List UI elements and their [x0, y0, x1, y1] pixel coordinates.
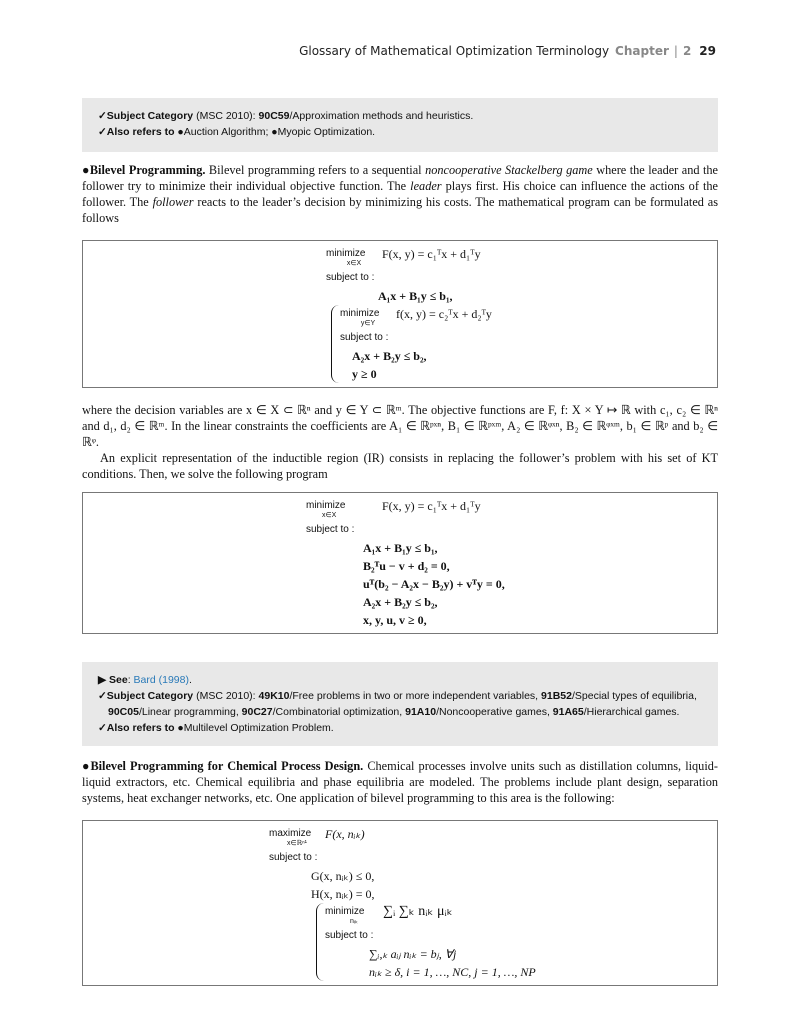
entry-title: ●Bilevel Programming for Chemical Process Design.: [82, 759, 364, 773]
eq-operator-group: [325, 903, 383, 926]
msc-desc: /Noncooperative games,: [436, 706, 553, 718]
also-refs: ●Auction Algorithm; ●Myopic Optimization.: [174, 126, 376, 138]
eq-objective: f(x, y) = c₂ᵀx + d₂ᵀy: [396, 307, 492, 321]
text: An explicit representation of the inductible region (IR) consists in replacing the follower’s problem with his set of KT conditions. Then, we solve the following program: [82, 451, 718, 481]
also-label: ✓Also refers to: [98, 722, 175, 734]
text: leader: [410, 179, 442, 193]
eq-subscript: nᵢₖ: [350, 918, 358, 925]
eq-objective: F(x, nᵢₖ): [325, 827, 365, 841]
msc-code: 90C27: [241, 706, 273, 718]
also-line: [98, 124, 702, 140]
metadata-box-2: [82, 662, 718, 746]
running-header: [299, 44, 716, 58]
eq-constraint: A₂x + B₂y ≤ b₂,: [352, 349, 427, 363]
text: Bilevel programming refers to a sequential: [205, 163, 426, 177]
eq-constraint: A₁x + B₁y ≤ b₁,: [363, 541, 438, 555]
eq-operator-group: [306, 497, 382, 520]
eq-label: subject to :: [269, 852, 318, 863]
eq-constraint: x, y, u, v ≥ 0,: [363, 613, 427, 627]
book-title: Glossary of Mathematical Optimization Terminology: [299, 44, 610, 58]
msc-code: 91A10: [405, 706, 437, 718]
msc-label: (MSC 2010):: [193, 110, 259, 122]
eq-subscript: y∈Y: [360, 320, 376, 327]
eq-constraint: uᵀ(b₂ − A₂x − B₂y) + vᵀy = 0,: [363, 577, 505, 591]
eq-operator-group: [326, 245, 382, 268]
chapter-number: 2: [682, 44, 692, 58]
text: .: [188, 674, 192, 686]
subject-label: ✓Subject Category: [98, 110, 194, 122]
equation-box-1: [82, 240, 718, 388]
eq-objective: F(x, y) = c₁ᵀx + d₁ᵀy: [382, 247, 481, 261]
eq-operator-group: [340, 305, 396, 328]
subject-line: [98, 688, 702, 704]
entry-bilevel-programming: [82, 162, 718, 226]
text: where the leader and the follower try to minimize their individual objective function. The: [82, 163, 718, 193]
eq-operator: maximize: [269, 828, 312, 839]
subject-line-continued: [98, 704, 702, 720]
eq-label: subject to :: [326, 272, 375, 283]
text: follower: [152, 195, 194, 209]
eq-objective: F(x, y) = c₁ᵀx + d₁ᵀy: [382, 499, 481, 513]
eq-row: [83, 497, 717, 521]
brace-icon: [316, 903, 717, 981]
eq-subscript: x∈ℝⁿ¹: [286, 840, 308, 847]
msc-desc: /Combinatorial optimization,: [272, 706, 406, 718]
eq-operator: minimize: [306, 500, 346, 511]
paragraph-definitions: [82, 402, 718, 482]
msc-code: 90C59: [258, 110, 290, 122]
entry-title: ●Bilevel Programming.: [82, 163, 206, 177]
text: reacts to the leader’s decision by minimizing his costs. The mathematical program can be formulated as follows: [82, 195, 718, 225]
eq-operator: minimize: [326, 248, 366, 259]
msc-desc: /Special types of equilibria,: [571, 690, 697, 702]
eq-constraint: A₂x + B₂y ≤ b₂,: [363, 595, 438, 609]
subject-label: ✓Subject Category: [98, 690, 194, 702]
also-refs: ●Multilevel Optimization Problem.: [174, 722, 334, 734]
reference-link[interactable]: Bard (1998): [133, 674, 189, 686]
eq-constraint: G(x, nᵢₖ) ≤ 0,: [311, 869, 375, 883]
msc-code: 90C05: [108, 706, 139, 718]
eq-constraint: nᵢₖ ≥ δ, i = 1, …, NC, j = 1, …, NP: [369, 965, 536, 979]
eq-subscript: x∈X: [322, 512, 337, 519]
eq-row: [340, 305, 717, 329]
eq-row: [325, 903, 717, 927]
subject-line: [98, 108, 702, 124]
entry-chemical-process-design: [82, 758, 718, 806]
eq-constraint: A₁x + B₁y ≤ b₁,: [378, 289, 453, 303]
brace-icon: [331, 305, 717, 383]
eq-objective: ∑ᵢ ∑ₖ nᵢₖ μᵢₖ: [383, 904, 453, 919]
msc-desc: /Free problems in two or more independent variables,: [289, 690, 542, 702]
msc-code: 91A65: [552, 706, 584, 718]
eq-label: subject to :: [325, 930, 374, 941]
eq-operator: minimize: [340, 308, 380, 319]
msc-desc: /Linear programming,: [138, 706, 242, 718]
eq-row: [83, 245, 717, 269]
eq-label: subject to :: [340, 332, 389, 343]
see-label: ▶ See: [98, 674, 128, 686]
chapter-label: Chapter: [615, 44, 669, 58]
equation-box-3: [82, 820, 718, 986]
separator: |: [673, 44, 678, 58]
eq-label: subject to :: [306, 524, 355, 535]
page-number: 29: [699, 44, 716, 58]
text: Chemical processes involve units such as distillation columns, liquid-liquid extractors, etc. Chemical equilibria and phase equilibria are modeled. The problems include plant design, separation systems, heat exchanger networks, etc. One application of bilevel programming to this area is the following:: [82, 759, 718, 805]
eq-operator: minimize: [325, 906, 365, 917]
msc-label: (MSC 2010):: [193, 690, 259, 702]
page-content: [82, 98, 718, 986]
also-line: [98, 720, 702, 736]
text: plays first. His choice can influence the actions of the follower. The: [82, 179, 718, 209]
equation-box-2: [82, 492, 718, 634]
eq-constraint: y ≥ 0: [352, 367, 377, 381]
also-label: ✓Also refers to: [98, 126, 175, 138]
text: where the decision variables are x ∈ X ⊂ ℝⁿ and y ∈ Y ⊂ ℝᵐ. The objective functions are F, f: X × Y ↦ ℝ with c₁, c₂ ∈ ℝⁿ and d₁, d₂ ∈ ℝᵐ. In the linear constraints the coefficients are A₁ ∈ ℝᵖˣⁿ, B₁ ∈ ℝᵖˣᵐ, A₂ ∈ ℝᵠˣⁿ, B₂ ∈ ℝᵠˣᵐ, b₁ ∈ ℝᵖ and b₂ ∈ ℝᵠ.: [82, 403, 718, 449]
msc-code: 49K10: [258, 690, 290, 702]
eq-constraint: B₂ᵀu − v + d₂ = 0,: [363, 559, 450, 573]
text: :: [127, 674, 134, 686]
eq-subscript: x∈X: [346, 260, 362, 267]
text: noncooperative Stackelberg game: [425, 163, 593, 177]
eq-constraint: H(x, nᵢₖ) = 0,: [311, 887, 375, 901]
eq-row: [83, 825, 717, 849]
msc-desc: /Hierarchical games.: [583, 706, 680, 718]
eq-operator-group: [269, 825, 325, 848]
eq-constraint: ∑ᵢ,ₖ aᵢⱼ nᵢₖ = bⱼ, ∀j: [369, 947, 457, 961]
see-line: [98, 672, 702, 688]
msc-code: 91B52: [541, 690, 572, 702]
msc-desc: /Approximation methods and heuristics.: [289, 110, 474, 122]
metadata-box-1: [82, 98, 718, 152]
